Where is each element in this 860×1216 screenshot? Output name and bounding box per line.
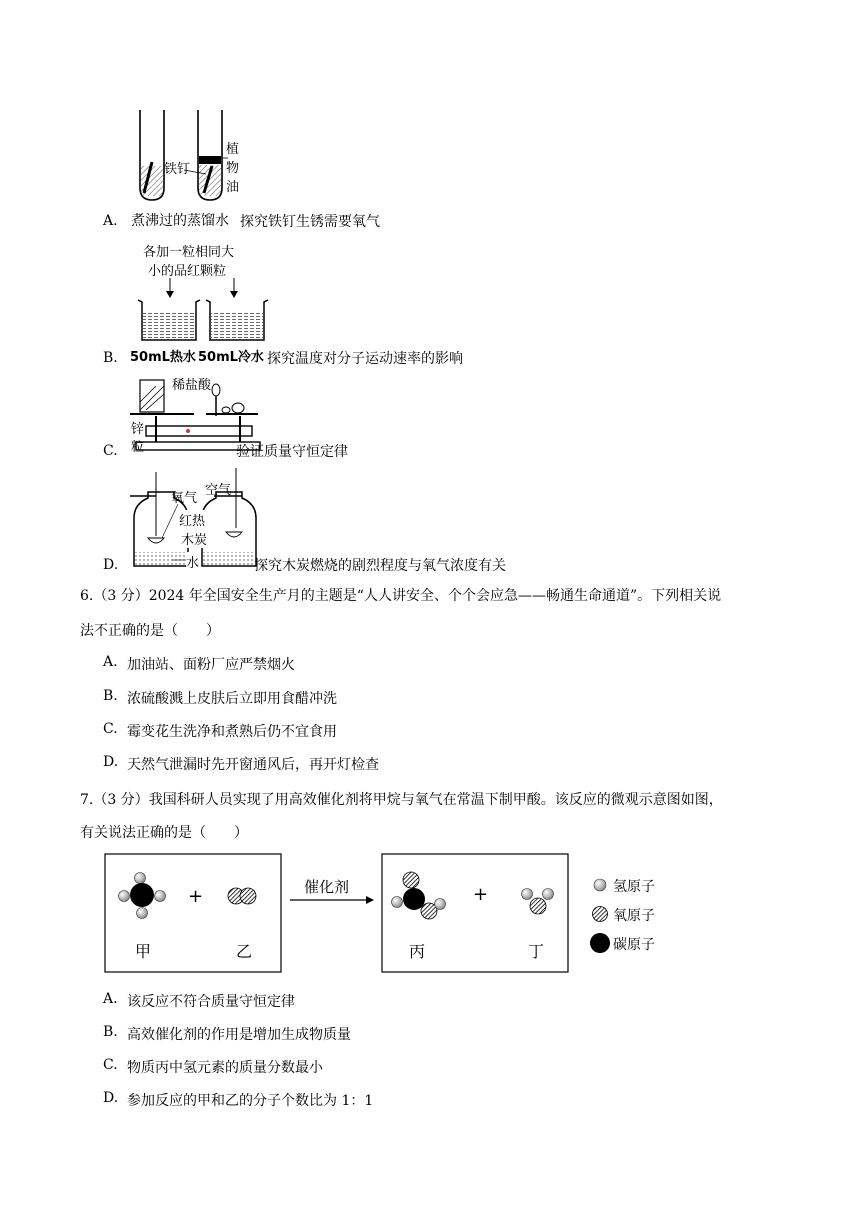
hydrogen-atom [135, 873, 146, 884]
question-stem-cont: 法不正确的是（ ） [80, 623, 220, 639]
note-line-2: 小的品红颗粒 [148, 264, 227, 279]
oxygen-label: 氧气 [171, 491, 198, 506]
legend-oxygen-icon [593, 907, 608, 922]
reaction-diagram [104, 852, 664, 976]
option-letter: B. [103, 688, 118, 704]
air-label: 空气 [205, 483, 232, 498]
oil-label-1: 植 [226, 142, 240, 157]
carbon-atom [130, 883, 154, 907]
option-text: 探究木炭燃烧的剧烈程度与氧气浓度有关 [254, 558, 506, 574]
test-tube-figure [128, 108, 278, 208]
oil-label-3: 油 [226, 180, 240, 195]
iron-nail-label: 铁钉 [164, 162, 191, 177]
option-letter: A. [103, 654, 118, 670]
option-text: 物质丙中氢元素的质量分数最小 [127, 1060, 323, 1076]
option-text: 加油站、面粉厂应严禁烟火 [127, 657, 295, 673]
oxygen-atom [403, 872, 419, 888]
plus-sign: + [473, 884, 489, 905]
cold-water-label: 50mL冷水 [198, 350, 264, 365]
molecule-label-jia: 甲 [135, 942, 152, 961]
oxygen-atom [240, 888, 256, 904]
molecule-label-yi: 乙 [236, 942, 253, 961]
option-letter: B. [103, 350, 118, 366]
option-text: 霉变花生洗净和煮熟后仍不宜食用 [127, 724, 337, 740]
charcoal-label-2: 木炭 [181, 529, 207, 548]
option-text: 天然气泄漏时先开窗通风后，再开灯检查 [127, 757, 379, 773]
legend-carbon-icon [590, 933, 610, 953]
option-text: 探究铁钉生锈需要氧气 [240, 214, 380, 230]
hydrogen-atom [155, 891, 166, 902]
hydrogen-atom [119, 891, 130, 902]
option-text: 高效催化剂的作用是增加生成物质量 [127, 1027, 351, 1043]
hot-water-label: 50mL热水 [130, 350, 196, 365]
question-stem: 6.（3 分）2024 年全国安全生产月的主题是“人人讲安全、个个会应急——畅通生命通道”。下列相关说 [80, 588, 722, 604]
hydrogen-atom [522, 889, 533, 900]
carbon-atom [403, 888, 425, 910]
question-stem: 7.（3 分）我国科研人员实现了用高效催化剂将甲烷与氧气在常温下制甲酸。该反应的微观示意图如图， [80, 792, 723, 808]
molecule-label-ding: 丁 [528, 942, 545, 961]
zinc-label-2: 粒 [131, 440, 145, 455]
option-letter: D. [103, 754, 119, 770]
option-text: 该反应不符合质量守恒定律 [127, 994, 295, 1010]
hydrogen-atom [392, 897, 403, 908]
oxygen-atom [530, 898, 546, 914]
hydrogen-atom [543, 889, 554, 900]
question-stem-cont: 有关说法正确的是（ ） [80, 825, 248, 841]
option-text: 探究温度对分子运动速率的影响 [267, 351, 463, 367]
legend-hydrogen-icon [594, 879, 606, 891]
option-letter: D. [103, 1090, 119, 1106]
molecule-label-bing: 丙 [409, 942, 426, 961]
option-letter: C. [103, 721, 118, 737]
option-letter: C. [103, 443, 118, 459]
option-letter: A. [103, 213, 118, 229]
option-text: 参加反应的甲和乙的分子个数比为 1：1 [127, 1093, 374, 1109]
option-letter: D. [103, 557, 119, 573]
option-text: 浓硫酸溅上皮肤后立即用食醋冲洗 [127, 691, 337, 707]
zinc-label-1: 锌 [131, 422, 145, 437]
catalyst-label: 催化剂 [304, 878, 350, 896]
charcoal-label-1: 红热 [179, 510, 205, 529]
option-letter: A. [103, 991, 118, 1007]
legend-oxygen: 氧原子 [613, 908, 655, 924]
legend-hydrogen: 氢原子 [613, 879, 655, 895]
acid-label: 稀盐酸 [172, 374, 211, 393]
option-letter: C. [103, 1057, 118, 1073]
hydrogen-atom [137, 908, 148, 919]
option-text: 验证质量守恒定律 [236, 444, 348, 460]
boiled-water-label: 煮沸过的蒸馏水 [131, 213, 229, 229]
note-line-1: 各加一粒相同大 [143, 245, 235, 260]
legend-carbon: 碳原子 [613, 937, 655, 953]
hydrogen-atom [435, 899, 446, 910]
beaker-figure [130, 276, 280, 346]
water-label: 水 [186, 552, 199, 571]
option-letter: B. [103, 1024, 118, 1040]
oil-label-2: 物 [226, 161, 240, 176]
plus-sign: + [188, 886, 204, 907]
